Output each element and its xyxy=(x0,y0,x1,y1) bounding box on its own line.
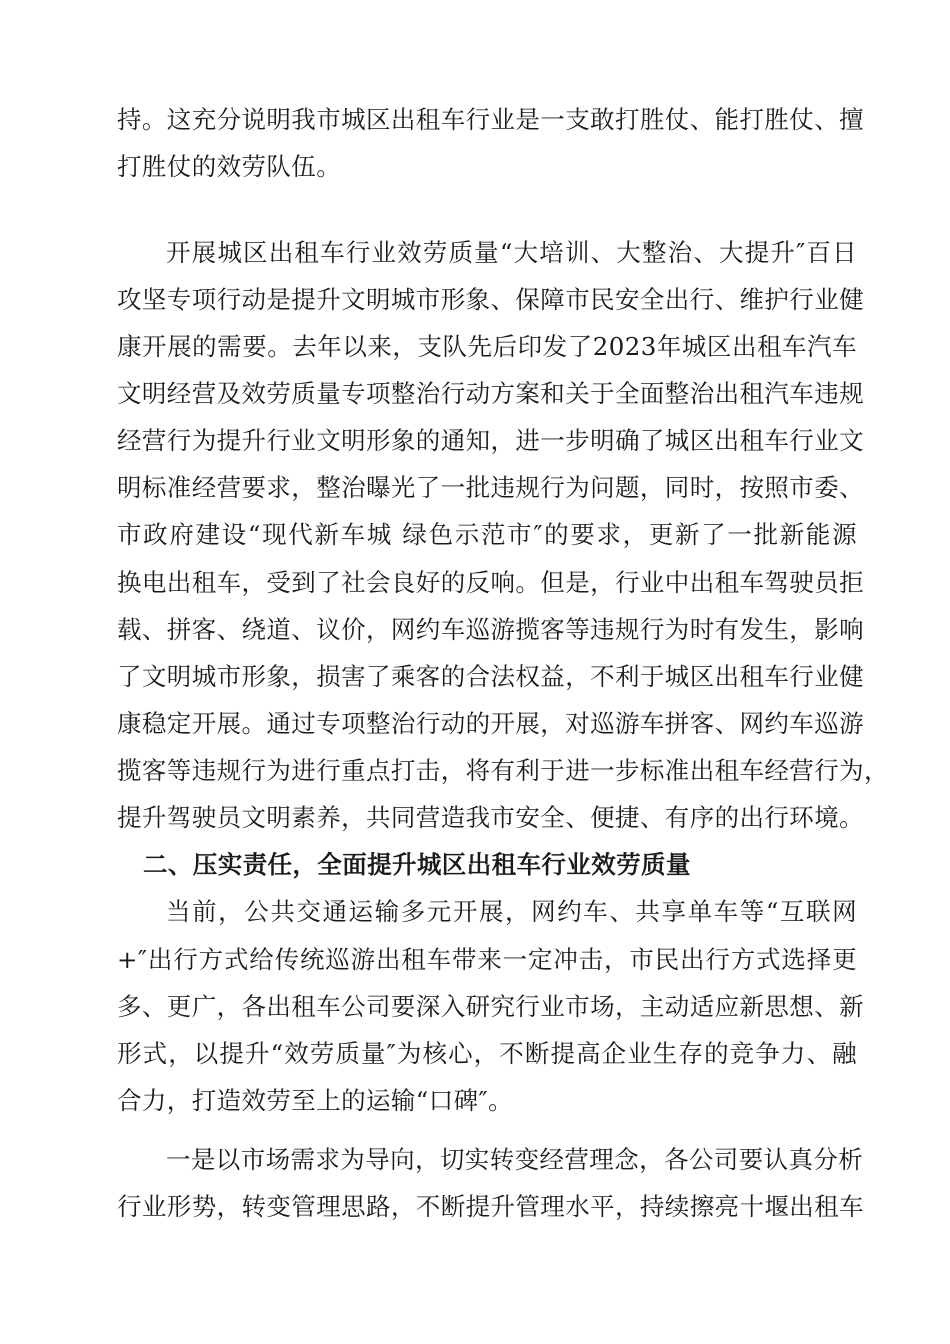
text-line: 打胜仗的效劳队伍。 xyxy=(117,152,342,181)
text-line: 提升驾驶员文明素养，共同营造我市安全、便捷、有序的出行环境。 xyxy=(117,803,864,832)
text-line: 文明经营及效劳质量专项整治行动方案和关于全面整治出租汽车违规 xyxy=(117,379,864,408)
section-heading: 二、压实责任，全面提升城区出租车行业效劳质量 xyxy=(143,850,691,879)
text-line: 一是以市场需求为导向，切实转变经营理念，各公司要认真分析 xyxy=(166,1145,864,1174)
text-line: 合力，打造效劳至上的运输“口碑″。 xyxy=(117,1086,513,1115)
text-line: +″出行方式给传统巡游出租车带来一定冲击，市民出行方式选择更 xyxy=(117,945,857,974)
text-line: 康开展的需要。去年以来，支队先后印发了2023年城区出租车汽车 xyxy=(117,332,857,361)
text-line: 形式，以提升“效劳质量″为核心，不断提高企业生存的竞争力、融 xyxy=(117,1039,857,1068)
text-line: 换电出租车，受到了社会良好的反响。但是，行业中出租车驾驶员拒 xyxy=(117,568,864,597)
text-line: 经营行为提升行业文明形象的通知，进一步明确了城区出租车行业文 xyxy=(117,426,864,455)
text-line: 康稳定开展。通过专项整治行动的开展，对巡游车拼客、网约车巡游 xyxy=(117,709,864,738)
text-line: 市政府建设“现代新车城 绿色示范市″的要求，更新了一批新能源 xyxy=(117,520,857,549)
text-line: 揽客等违规行为进行重点打击，将有利于进一步标准出租车经营行为， xyxy=(117,756,889,785)
text-line: 了文明城市形象，损害了乘客的合法权益，不利于城区出租车行业健 xyxy=(117,662,864,691)
text-line: 行业形势，转变管理思路，不断提升管理水平，持续擦亮十堰出租车 xyxy=(117,1192,864,1221)
text-line: 攻坚专项行动是提升文明城市形象、保障市民安全出行、维护行业健 xyxy=(117,285,864,314)
text-line: 开展城区出租车行业效劳质量“大培训、大整治、大提升″百日 xyxy=(166,238,857,267)
text-line: 明标准经营要求，整治曝光了一批违规行为问题，同时，按照市委、 xyxy=(117,473,864,502)
text-line: 持。这充分说明我市城区出租车行业是一支敢打胜仗、能打胜仗、擅 xyxy=(117,105,864,134)
text-line: 载、拼客、绕道、议价，网约车巡游揽客等违规行为时有发生，影响 xyxy=(117,615,864,644)
text-line: 多、更广，各出租车公司要深入研究行业市场，主动适应新思想、新 xyxy=(117,992,864,1021)
text-line: 当前，公共交通运输多元开展，网约车、共享单车等“互联网 xyxy=(166,897,857,926)
